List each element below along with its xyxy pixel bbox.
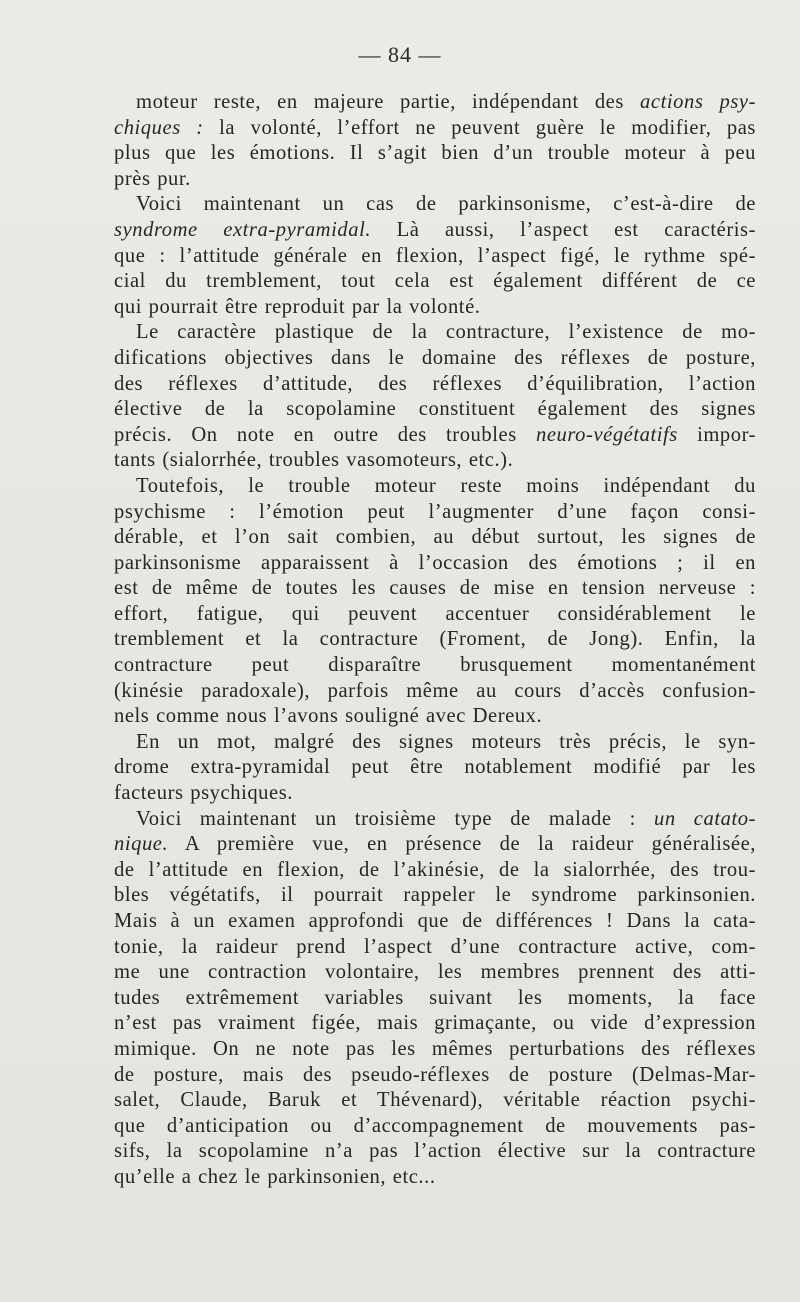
text-run: la volonté, l’effort ne peuvent guère le modifier, pas (203, 116, 756, 139)
text-run: de posture, mais des pseudo-réflexes de posture (Delmas-Mar- (114, 1063, 756, 1086)
paragraph (114, 807, 756, 1191)
page-number: — 84 — (358, 42, 442, 67)
text-line (114, 883, 756, 909)
text-run: mimique. On ne note pas les mêmes perturbations des réflexes (114, 1037, 756, 1060)
text-run: salet, Claude, Baruk et Thévenard), véritable réaction psychi- (114, 1089, 756, 1112)
text-run: près pur. (114, 167, 191, 190)
text-run: qu’elle a chez le parkinsonien, etc... (114, 1165, 436, 1188)
text-line (114, 525, 756, 551)
text-run: Voici maintenant un cas de parkinsonisme, c’est-à-dire de (136, 193, 756, 216)
text-run: (kinésie paradoxale), parfois même au cours d’accès confusion- (114, 679, 756, 702)
text-run: est de même de toutes les causes de mise en tension nerveuse : (114, 577, 756, 600)
text-line (114, 909, 756, 935)
text-line (114, 346, 756, 372)
text-run: dérable, et l’on sait combien, au début surtout, les signes de (114, 526, 756, 549)
text-line (114, 858, 756, 884)
text-line (114, 116, 756, 142)
text-run: tudes extrêmement variables suivant les moments, la face (114, 986, 756, 1009)
text-run: tants (sialorrhée, troubles vasomoteurs, etc.). (114, 449, 514, 472)
text-run: drome extra-pyramidal peut être notablement modifié par les (114, 756, 756, 779)
text-run: psychisme : l’émotion peut l’augmenter d’une façon consi- (114, 500, 756, 523)
text-line (114, 474, 756, 500)
text-line (114, 1011, 756, 1037)
text-run: plus que les émotions. Il s’agit bien d’un trouble moteur à peu (114, 142, 756, 165)
text-run: impor- (677, 423, 757, 446)
text-run: Le caractère plastique de la contracture, l’existence de mo- (136, 321, 756, 344)
text-line (114, 781, 756, 807)
text-line (114, 551, 756, 577)
text-line (114, 986, 756, 1012)
text-line (114, 295, 756, 321)
text-run: parkinsonisme apparaissent à l’occasion des émotions ; il en (114, 551, 756, 574)
paragraph (114, 474, 756, 730)
text-run: nels comme nous l’avons souligné avec Dereux. (114, 705, 543, 728)
text-run: effort, fatigue, qui peuvent accentuer considérablement le (114, 602, 756, 625)
text-run: n’est pas vraiment figée, mais grimaçante, ou vide d’expression (114, 1012, 756, 1035)
text-line (114, 935, 756, 961)
text-run: A première vue, en présence de la raideur généralisée, (168, 833, 756, 856)
text-run: des réflexes d’attitude, des réflexes d’équilibration, l’action (114, 372, 756, 395)
paragraph (114, 90, 756, 192)
italic-text: nique. (114, 833, 169, 856)
text-line (114, 269, 756, 295)
text-line (114, 1114, 756, 1140)
text-run: sifs, la scopolamine n’a pas l’action élective sur la contracture (114, 1140, 756, 1163)
text-run: Toutefois, le trouble moteur reste moins indépendant du (136, 474, 756, 497)
body-text (114, 90, 756, 1191)
text-line (114, 244, 756, 270)
text-line (114, 679, 756, 705)
text-line (114, 602, 756, 628)
text-line (114, 1088, 756, 1114)
text-line (114, 627, 756, 653)
text-line (114, 960, 756, 986)
text-line (114, 192, 756, 218)
text-run: tonie, la raideur prend l’aspect d’une contracture active, com- (114, 935, 756, 958)
text-run: de l’attitude en flexion, de l’akinésie, de la sialorrhée, des trou- (114, 858, 756, 881)
text-run: contracture peut disparaître brusquement momentanément (114, 654, 756, 677)
text-line (114, 730, 756, 756)
text-line (114, 423, 756, 449)
text-run: Là aussi, l’aspect est caractéris- (371, 218, 756, 241)
text-run: qui pourrait être reproduit par la volonté. (114, 295, 481, 318)
italic-text: neuro-végétatifs (536, 423, 678, 446)
text-run: cial du tremblement, tout cela est également différent de ce (114, 270, 756, 293)
text-line (114, 448, 756, 474)
italic-text: chiques : (114, 116, 204, 139)
text-line (114, 372, 756, 398)
italic-text: syndrome extra-pyramidal. (114, 218, 372, 241)
text-line (114, 1037, 756, 1063)
text-line (114, 500, 756, 526)
text-run: moteur reste, en majeure partie, indépendant des (136, 91, 641, 113)
paragraph (114, 192, 756, 320)
text-run: précis. On note en outre des troubles (114, 423, 536, 446)
text-line (114, 653, 756, 679)
text-line (114, 167, 756, 193)
text-run: bles végétatifs, il pourrait rappeler le syndrome parkinsonien. (114, 884, 756, 907)
text-run: difications objectives dans le domaine des réflexes de posture, (114, 346, 756, 369)
text-line (114, 218, 756, 244)
paragraph (114, 320, 756, 474)
text-line (114, 1165, 756, 1191)
text-run: tremblement et la contracture (Froment, de Jong). Enfin, la (114, 628, 756, 651)
text-run: Mais à un examen approfondi que de différences ! Dans la cata- (114, 910, 756, 932)
text-line (114, 755, 756, 781)
italic-text: un catato- (654, 807, 756, 830)
text-run: Voici maintenant un troisième type de malade : (136, 807, 655, 830)
text-run: En un mot, malgré des signes moteurs très précis, le syn- (136, 730, 756, 753)
text-line (114, 90, 756, 116)
text-line (114, 397, 756, 423)
text-line (114, 807, 756, 833)
text-line (114, 141, 756, 167)
text-run: me une contraction volontaire, les membres prennent des atti- (114, 961, 756, 984)
text-line (114, 704, 756, 730)
text-line (114, 1063, 756, 1089)
italic-text: actions psy- (640, 91, 756, 113)
text-run: élective de la scopolamine constituent également des signes (114, 398, 756, 421)
paragraph (114, 730, 756, 807)
text-run: facteurs psychiques. (114, 782, 293, 805)
text-line (114, 832, 756, 858)
text-run: que d’anticipation ou d’accompagnement de mouvements pas- (114, 1114, 756, 1137)
text-run: que : l’attitude générale en flexion, l’aspect figé, le rythme spé- (114, 244, 756, 267)
text-line (114, 320, 756, 346)
text-line (114, 1139, 756, 1165)
text-line (114, 576, 756, 602)
